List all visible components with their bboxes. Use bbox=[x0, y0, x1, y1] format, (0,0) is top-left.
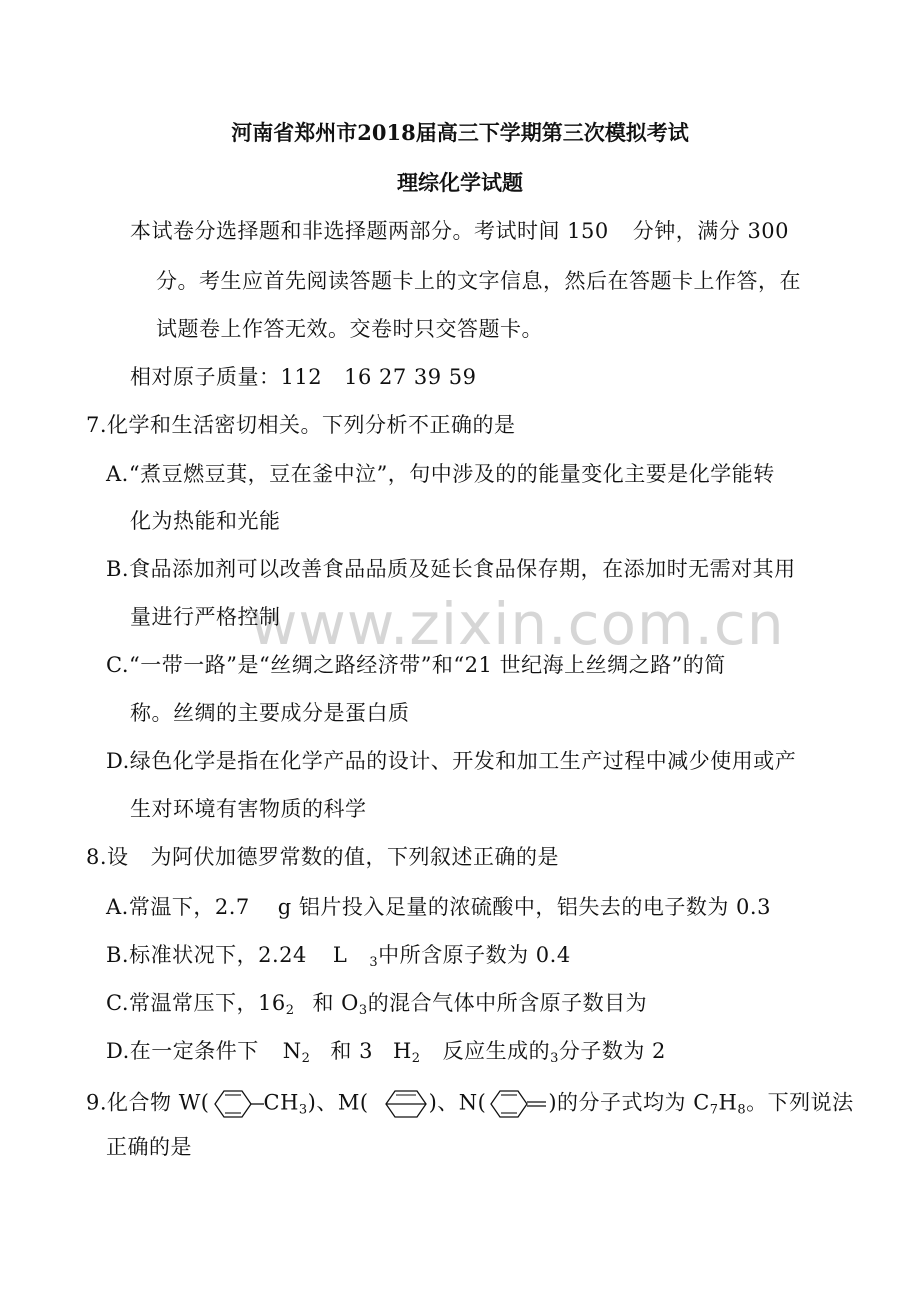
q9-h: H bbox=[718, 1090, 738, 1115]
q8-d-part4: 分子数为 2 bbox=[558, 1039, 666, 1063]
q8-d-part1: D.在一定条件下 bbox=[106, 1039, 259, 1063]
q8-d-n2-sub: 2 bbox=[301, 1051, 311, 1066]
q8-stem-a: 8.设 bbox=[86, 845, 129, 869]
q8-d-subscript: 3 bbox=[550, 1051, 559, 1066]
exam-title: 河南省郑州市2018届高三下学期第三次模拟考试 bbox=[231, 120, 689, 145]
q9-formula-text: )的分子式均为 C bbox=[548, 1090, 710, 1115]
q9-m-label: )、M( bbox=[307, 1090, 369, 1115]
q7-stem: 7.化学和生活密切相关。下列分析不正确的是 bbox=[86, 413, 516, 437]
q8-option-a bbox=[106, 892, 771, 922]
q8-c-subscript-2: 3 bbox=[358, 1003, 368, 1018]
q8-d-n2: N bbox=[282, 1039, 302, 1063]
q8-a-part1: A.常温下，2.7 bbox=[106, 895, 250, 919]
toluene-structure-icon bbox=[210, 1087, 264, 1121]
q7-option-b-line1: B.食品添加剂可以改善食品品质及延长食品保存期，在添加时无需对其用 bbox=[106, 557, 796, 581]
intro-line-2: 分。考生应首先阅读答题卡上的文字信息，然后在答题卡上作答，在 bbox=[156, 269, 801, 293]
methylene-cyclohexadiene-structure-icon bbox=[486, 1087, 548, 1121]
bicyclic-structure-icon bbox=[383, 1086, 429, 1122]
q8-c-part3: 的混合气体中所含原子数目为 bbox=[367, 991, 648, 1015]
q9-h-sub: 8 bbox=[737, 1102, 747, 1118]
q9-c-sub: 7 bbox=[709, 1102, 719, 1118]
q8-stem bbox=[86, 842, 559, 872]
q8-option-b bbox=[106, 940, 571, 970]
q8-d-part2: 和 3 bbox=[330, 1039, 373, 1063]
exam-subtitle: 理综化学试题 bbox=[397, 170, 523, 195]
q8-b-part2: L bbox=[332, 943, 348, 967]
q8-d-h2: H bbox=[392, 1039, 412, 1063]
q7-option-b-line2: 量进行严格控制 bbox=[130, 605, 281, 629]
q8-a-part2: g 铝片投入足量的浓硫酸中，铝失去的电子数为 0.3 bbox=[277, 895, 771, 919]
q8-b-part3: 中所含原子数为 0.4 bbox=[378, 943, 571, 967]
q8-d-part3: 反应生成的 bbox=[442, 1039, 551, 1063]
q8-d-h2-sub: 2 bbox=[411, 1051, 421, 1066]
q8-c-part2: 和 O bbox=[312, 991, 359, 1015]
atomic-mass-line bbox=[130, 362, 477, 392]
watermark: www.zixin.com.cn bbox=[250, 590, 785, 658]
intro-text-b: 分钟，满分 300 bbox=[632, 219, 790, 243]
q8-c-part1: C.常温常压下，16 bbox=[106, 991, 286, 1015]
q8-c-subscript: 2 bbox=[285, 1003, 295, 1018]
q9-tail: 。下列说法 bbox=[746, 1090, 854, 1115]
atomic-mass-label: 相对原子质量：112 bbox=[130, 365, 323, 389]
q7-option-a-line2: 化为热能和光能 bbox=[130, 509, 281, 533]
q9-stem bbox=[86, 1086, 854, 1122]
q7-option-a-line1: A.“煮豆燃豆萁，豆在釜中泣”，句中涉及的的能量变化主要是化学能转 bbox=[106, 462, 775, 486]
atomic-mass-values: 16 27 39 59 bbox=[344, 365, 477, 389]
q8-b-part1: B.标准状况下，2.24 bbox=[106, 943, 307, 967]
q8-b-subscript: 3 bbox=[369, 955, 379, 970]
intro-line-1 bbox=[130, 216, 789, 246]
q9-w-methyl-sub: 3 bbox=[298, 1102, 308, 1118]
q8-stem-b: 为阿伏加德罗常数的值，下列叙述正确的是 bbox=[150, 845, 560, 869]
intro-line-3: 试题卷上作答无效。交卷时只交答题卡。 bbox=[156, 317, 543, 341]
q8-option-c bbox=[106, 988, 647, 1018]
q7-option-d-line2: 生对环境有害物质的科学 bbox=[130, 797, 367, 821]
q8-option-d bbox=[106, 1036, 666, 1066]
q9-w-label: 9.化合物 W( bbox=[86, 1090, 210, 1115]
q9-stem-line2: 正确的是 bbox=[106, 1135, 192, 1159]
q9-n-label: )、N( bbox=[428, 1090, 487, 1115]
q9-w-methyl: CH bbox=[263, 1090, 299, 1115]
intro-text-a: 本试卷分选择题和非选择题两部分。考试时间 150 bbox=[130, 219, 609, 243]
q7-option-c-line2: 称。丝绸的主要成分是蛋白质 bbox=[130, 701, 410, 725]
q7-option-d-line1: D.绿色化学是指在化学产品的设计、开发和加工生产过程中减少使用或产 bbox=[106, 749, 797, 773]
q7-option-c-line1: C.“一带一路”是“丝绸之路经济带”和“21 世纪海上丝绸之路”的简 bbox=[106, 653, 726, 677]
